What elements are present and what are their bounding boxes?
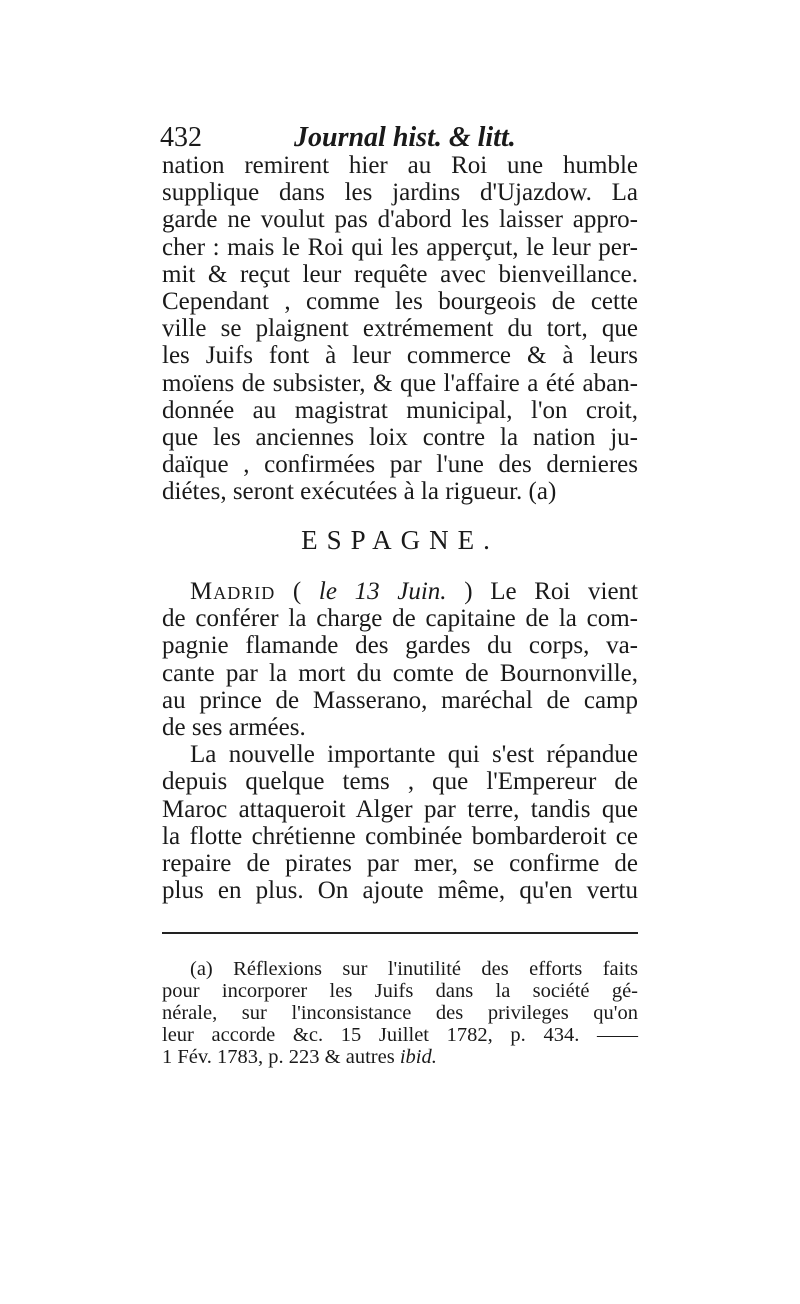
footnote-line: (a) Réflexions sur l'inutilité des efforts faits: [190, 958, 638, 980]
text-line: depuis quelque tems , que l'Empereur de: [162, 768, 638, 796]
footnote-text: 1 Fév. 1783, p. 223 & autres: [162, 1046, 395, 1068]
text-line: La nouvelle importante qui s'est répandue: [190, 741, 638, 769]
text-line: Cependant , comme les bourgeois de cette: [162, 287, 638, 315]
footnote-ibid: ibid.: [399, 1046, 437, 1068]
text-line: que les anciennes loix contre la nation ju-: [162, 423, 638, 451]
text-line: garde ne voulut pas d'abord les laisser appro-: [162, 206, 638, 234]
text-line: Maroc attaqueroit Alger par terre, tandis que: [162, 795, 638, 823]
section-heading: ESPAGNE.: [301, 525, 499, 555]
text-line: nation remirent hier au Roi une humble: [162, 152, 638, 179]
text-line: repaire de pirates par mer, se confirme de: [162, 849, 638, 877]
running-title: Journal hist. & litt.: [294, 122, 516, 153]
footnote-line: nérale, sur l'inconsistance des privileges qu'on: [162, 1002, 638, 1024]
text-line: la flotte chrétienne combinée bombarderoit ce: [162, 822, 638, 850]
text-line: cante par la mort du comte de Bournonville,: [162, 659, 638, 687]
footnote-line: leur accorde &c. 15 Juillet 1782, p. 434. ——: [162, 1024, 638, 1046]
text-line: supplique dans les jardins d'Ujazdow. La: [162, 179, 638, 207]
text-line: au prince de Masserano, maréchal de camp: [162, 686, 638, 714]
footnote-line: [162, 1046, 638, 1068]
text-line: daïque , confirmées par l'une des dernieres: [162, 451, 638, 479]
text-line: les Juifs font à leur commerce & à leurs: [162, 342, 638, 370]
footnote-line: pour incorporer les Juifs dans la société gé-: [162, 980, 638, 1002]
text-line: de conférer la charge de capitaine de la com-: [162, 605, 638, 633]
dateline-city: Madrid: [190, 578, 276, 605]
text-line: mit & reçut leur requête avec bienveillance.: [162, 260, 638, 288]
footnote-rule: [162, 932, 638, 934]
text-line: ville se plaignent extrémement du tort, que: [162, 315, 638, 343]
text-line: de ses armées.: [162, 713, 306, 741]
footnote: [162, 958, 638, 1068]
text-line: donnée au magistrat municipal, l'on croit,: [162, 396, 638, 424]
text-line: cher : mais le Roi qui les apperçut, le leur per-: [162, 233, 638, 261]
text-segment: Le Roi vient: [490, 578, 638, 605]
text-line: pagnie flamande des gardes du corps, va-: [162, 632, 638, 660]
dateline-date: le 13 Juin.: [318, 578, 447, 605]
dateline-line: Madrid ( le 13 Juin. ) Le Roi vient: [190, 578, 638, 605]
text-line: moïens de subsister, & que l'affaire a été aban-: [162, 369, 638, 397]
paragraph-madrid: [162, 578, 638, 904]
page-number: 432: [160, 122, 202, 153]
text-line: plus en plus. On ajoute même, qu'en vertu: [162, 877, 638, 905]
text-line: diétes, seront exécutées à la rigueur. (a): [162, 478, 557, 506]
paragraph-poland-continued: [162, 152, 638, 505]
